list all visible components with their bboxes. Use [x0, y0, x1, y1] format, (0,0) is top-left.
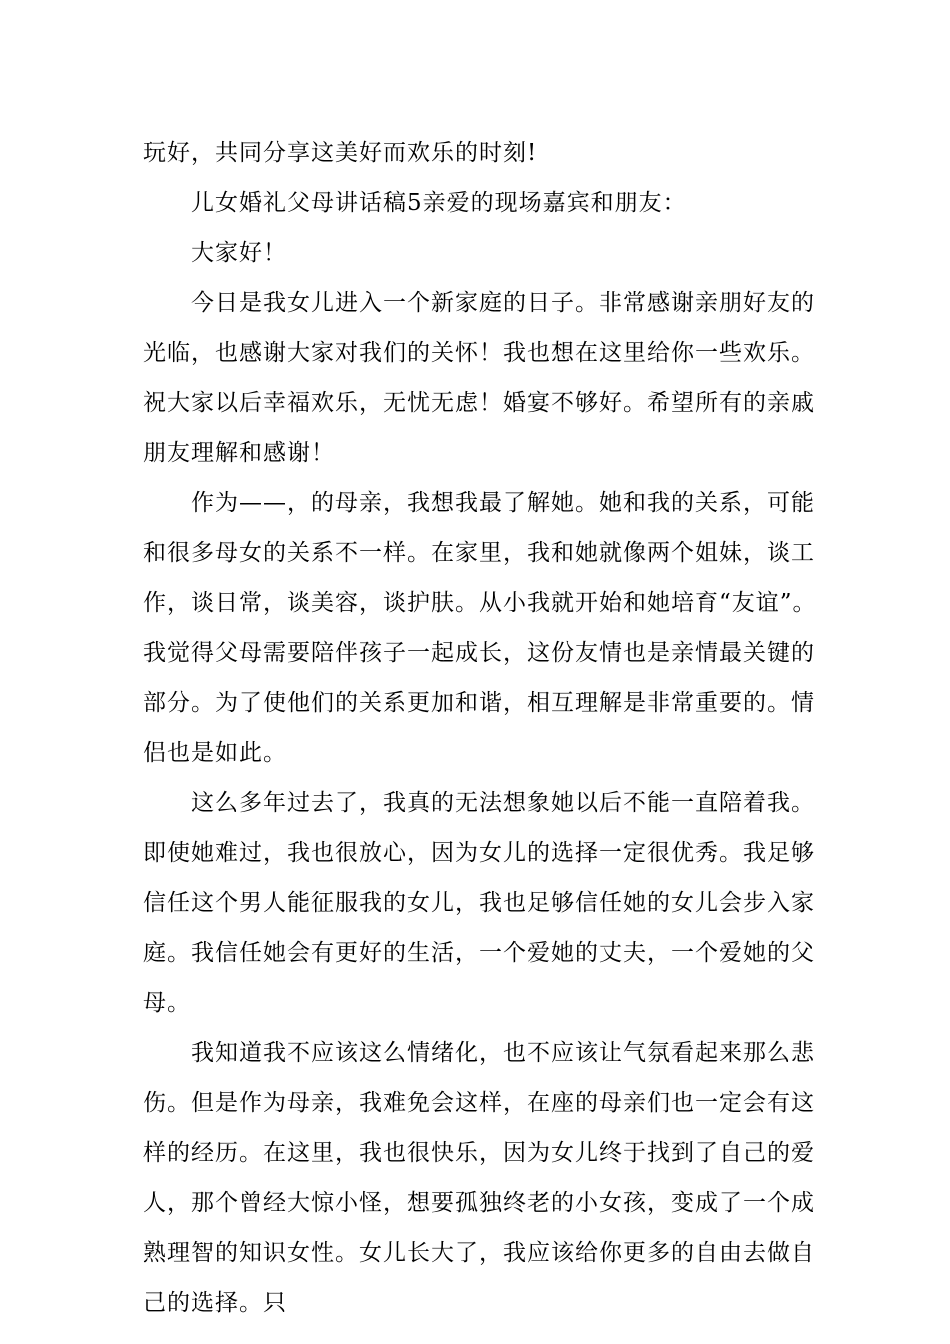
paragraph-4: 今日是我女儿进入一个新家庭的日子。非常感谢亲朋好友的光临，也感谢大家对我们的关怀！我也想在这里给你一些欢乐。祝大家以后幸福欢乐，无忧无虑！婚宴不够好。希望所有的亲戚朋友理解和感谢！: [143, 290, 815, 466]
paragraph-7: 我知道我不应该这么情绪化，也不应该让气氛看起来那么悲伤。但是作为母亲，我难免会这样，在座的母亲们也一定会有这样的经历。在这里，我也很快乐，因为女儿终于找到了自己的爱人，那个曾经大惊小怪，想要孤独终老的小女孩，变成了一个成熟理智的知识女性。女儿长大了，我应该给你更多的自由去做自己的选择。只: [143, 1040, 815, 1316]
paragraph-5: 作为——，的母亲，我想我最了解她。她和我的关系，可能和很多母女的关系不一样。在家里，我和她就像两个姐妹，谈工作，谈日常，谈美容，谈护肤。从小我就开始和她培育“友谊”。我觉得父母需要陪伴孩子一起成长，这份友情也是亲情最关键的部分。为了使他们的关系更加和谐，相互理解是非常重要的。情侣也是如此。: [143, 490, 817, 766]
document-body: [143, 128, 833, 1328]
paragraph-1: 玩好，共同分享这美好而欢乐的时刻!: [143, 140, 538, 166]
paragraph-3: 大家好！: [191, 240, 287, 266]
paragraph-2: 儿女婚礼父母讲话稿5亲爱的现场嘉宾和朋友：: [191, 190, 687, 216]
paragraph-6: 这么多年过去了，我真的无法想象她以后不能一直陪着我。即使她难过，我也很放心，因为女儿的选择一定很优秀。我足够信任这个男人能征服我的女儿，我也足够信任她的女儿会步入家庭。我信任她会有更好的生活，一个爱她的丈夫，一个爱她的父母。: [143, 790, 815, 1016]
